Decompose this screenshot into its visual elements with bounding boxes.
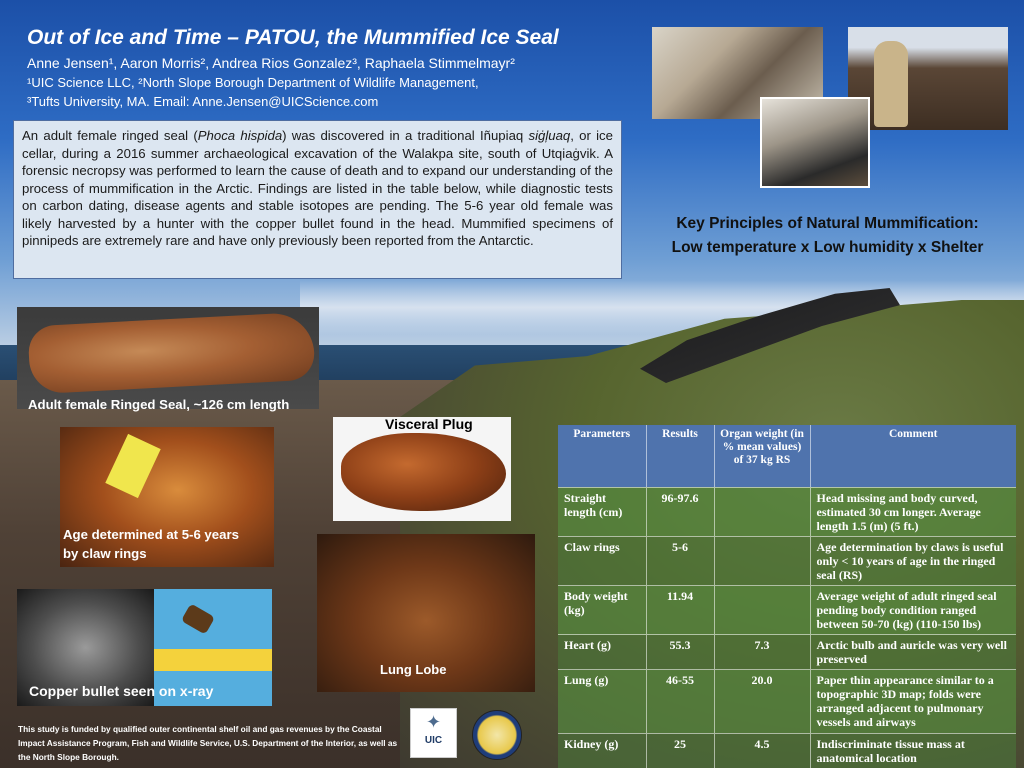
result-cell: 96-97.6 <box>646 487 714 536</box>
researcher-figure <box>874 41 908 127</box>
key-principles-heading: Key Principles of Natural Mummification: <box>676 215 979 232</box>
column-header: Comment <box>810 425 1016 487</box>
visceral-plug-photo <box>333 417 511 521</box>
visceral-plug-caption: Visceral Plug <box>385 416 473 432</box>
specimen-tag <box>105 434 160 498</box>
table-row <box>558 586 1016 635</box>
copper-bullet <box>181 603 215 634</box>
parameter-cell: Straight length (cm) <box>558 487 646 536</box>
comment-cell: Indiscriminate tissue mass at anatomical location <box>810 733 1016 768</box>
species-name: Phoca hispida <box>197 128 283 143</box>
organ-weight-cell: 20.0 <box>714 670 810 733</box>
comment-cell: Arctic bulb and auricle was very well preserved <box>810 635 1016 670</box>
funding-statement: This study is funded by qualified outer continental shelf oil and gas revenues by the Coastal Impact Assistance Program, Fish and Wildlife Service, U.S. Department of the Interior, as well as the North Slope Borough. <box>18 724 398 762</box>
column-header: Parameters <box>558 425 646 487</box>
comment-cell: Average weight of adult ringed seal pending body condition ranged between 50-70 (kg) (110-150 lbs) <box>810 586 1016 635</box>
findings-table <box>558 425 1016 768</box>
abstract-text-2: ) was discovered in a traditional Iñupiaq <box>282 128 529 143</box>
claw-caption-line-2: by claw rings <box>63 546 147 561</box>
seal-caption: Adult female Ringed Seal, ~126 cm length <box>28 397 290 412</box>
parameter-cell: Body weight (kg) <box>558 586 646 635</box>
comment-cell: Paper thin appearance similar to a topographic 3D map; folds were arranged adjacent to pulmonary vessels and airways <box>810 670 1016 733</box>
parameter-cell: Lung (g) <box>558 670 646 733</box>
column-header: Results <box>646 425 714 487</box>
parameter-cell: Claw rings <box>558 536 646 585</box>
table-row <box>558 733 1016 768</box>
table-row <box>558 635 1016 670</box>
affiliations-line-1: ¹UIC Science LLC, ²North Slope Borough Department of Wildlife Management, <box>27 75 479 90</box>
result-cell: 46-55 <box>646 670 714 733</box>
ice-cellar-term: siġļuaq <box>528 128 571 143</box>
table-row <box>558 536 1016 585</box>
key-principles-formula: Low temperature x Low humidity x Shelter <box>671 239 984 256</box>
author-list: Anne Jensen¹, Aaron Morris², Andrea Rios Gonzalez³, Raphaela Stimmelmayr² <box>27 55 515 71</box>
poster-title: Out of Ice and Time – PATOU, the Mummified Ice Seal <box>27 26 559 49</box>
abstract-text-3: , or ice cellar, during a 2016 summer archaeological excavation of the Walakpa site, south of Utqiaġvik. A forensic necropsy was performed to learn the cause of death and to expand our understanding of the process of mummification in the Arctic. Findings are listed in the table below, while diagnostic tests on carbon dating, disease agents and stable isotopes are pending. The 5-6 year old female was likely harvested by a hunter with the copper bullet found in the head. Mummified specimens of pinnipeds are extremely rare and have only previously been reported from the Antarctic. <box>22 128 613 248</box>
organ-weight-cell: 4.5 <box>714 733 810 768</box>
seal-carcass <box>27 312 315 395</box>
result-cell: 25 <box>646 733 714 768</box>
organ-weight-cell <box>714 586 810 635</box>
column-header: Organ weight (in % mean values) of 37 kg RS <box>714 425 810 487</box>
table-row <box>558 670 1016 733</box>
claw-caption-line-1: Age determined at 5-6 years <box>63 527 239 542</box>
organ-weight-cell <box>714 536 810 585</box>
xray-caption: Copper bullet seen on x-ray <box>29 683 214 699</box>
organ-weight-cell <box>714 487 810 536</box>
ringed-seal-photo <box>17 307 319 409</box>
table-header-row <box>558 425 1016 487</box>
result-cell: 11.94 <box>646 586 714 635</box>
result-cell: 5-6 <box>646 536 714 585</box>
abstract-text-1: An adult female ringed seal ( <box>22 128 198 143</box>
comment-cell: Age determination by claws is useful only < 10 years of age in the ringed seal (RS) <box>810 536 1016 585</box>
key-principles <box>640 212 1015 260</box>
comment-cell: Head missing and body curved, estimated 30 cm longer. Average length 1.5 (m) (5 ft.) <box>810 487 1016 536</box>
lung-lobe-caption: Lung Lobe <box>380 662 447 677</box>
ruler <box>154 649 272 671</box>
table-row <box>558 487 1016 536</box>
necropsy-photo-2 <box>760 97 870 188</box>
parameter-cell: Heart (g) <box>558 635 646 670</box>
uic-logo-text: UIC <box>424 735 443 746</box>
affiliations-line-2: ³Tufts University, MA. Email: Anne.Jensen@UICScience.com <box>27 94 379 109</box>
field-researcher-photo <box>848 27 1008 130</box>
owl-icon: ✦ <box>425 712 442 732</box>
organ-weight-cell: 7.3 <box>714 635 810 670</box>
visceral-plug <box>341 433 506 511</box>
uic-logo <box>410 708 457 758</box>
abstract-box <box>13 120 622 279</box>
north-slope-borough-seal <box>472 710 522 760</box>
parameter-cell: Kidney (g) <box>558 733 646 768</box>
result-cell: 55.3 <box>646 635 714 670</box>
